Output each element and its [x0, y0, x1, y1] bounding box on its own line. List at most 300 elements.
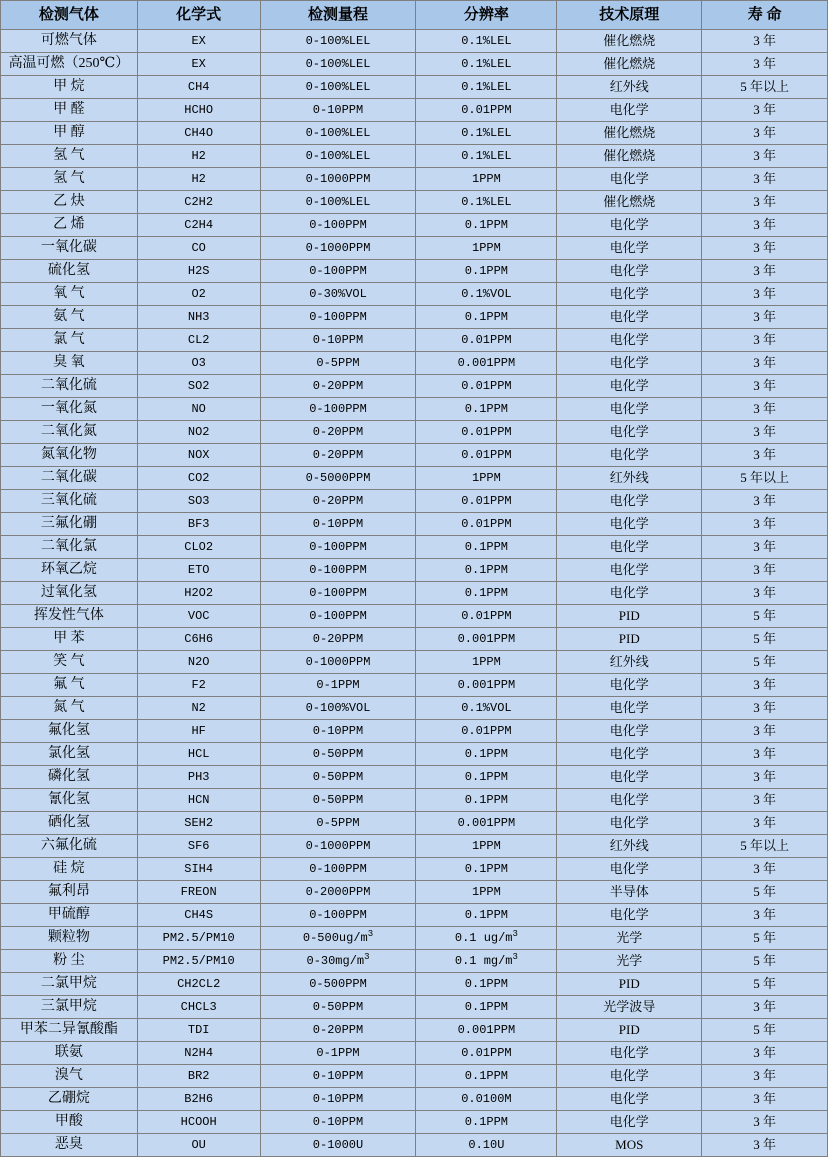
cell-lifespan: 3 年 [702, 766, 828, 789]
cell-technology-principle: 电化学 [557, 1111, 702, 1134]
cell-detection-range: 0-100%VOL [260, 697, 416, 720]
cell-technology-principle: 光学 [557, 927, 702, 950]
cell-technology-principle: 电化学 [557, 559, 702, 582]
cell-technology-principle: PID [557, 973, 702, 996]
table-row [1, 168, 828, 191]
cell-lifespan: 3 年 [702, 122, 828, 145]
cell-technology-principle: PID [557, 1019, 702, 1042]
cell-detection-range: 0-100PPM [260, 214, 416, 237]
cell-technology-principle: MOS [557, 1134, 702, 1157]
cell-gas-name: 甲 苯 [1, 628, 138, 651]
cell-chemical-formula: PH3 [137, 766, 260, 789]
cell-resolution: 0.01PPM [416, 444, 557, 467]
cell-chemical-formula: CO [137, 237, 260, 260]
table-row [1, 812, 828, 835]
table-row [1, 1042, 828, 1065]
table-row [1, 789, 828, 812]
cell-resolution: 1PPM [416, 651, 557, 674]
cell-detection-range: 0-20PPM [260, 444, 416, 467]
cell-resolution: 0.1%LEL [416, 145, 557, 168]
cell-chemical-formula: CH4 [137, 76, 260, 99]
cell-chemical-formula: NO [137, 398, 260, 421]
cell-resolution: 0.1%LEL [416, 53, 557, 76]
cell-technology-principle: 电化学 [557, 306, 702, 329]
cell-chemical-formula: N2 [137, 697, 260, 720]
cell-technology-principle: 催化燃烧 [557, 30, 702, 53]
cell-technology-principle: 电化学 [557, 260, 702, 283]
cell-detection-range: 0-30%VOL [260, 283, 416, 306]
table-row [1, 835, 828, 858]
table-row [1, 444, 828, 467]
cell-resolution: 0.001PPM [416, 812, 557, 835]
cell-lifespan: 3 年 [702, 582, 828, 605]
table-row [1, 145, 828, 168]
cell-detection-range: 0-100%LEL [260, 53, 416, 76]
cell-resolution: 0.1PPM [416, 904, 557, 927]
cell-detection-range: 0-100%LEL [260, 30, 416, 53]
cell-resolution: 0.1%LEL [416, 76, 557, 99]
cell-technology-principle: 红外线 [557, 467, 702, 490]
cell-gas-name: 甲硫醇 [1, 904, 138, 927]
cell-lifespan: 3 年 [702, 1134, 828, 1157]
cell-gas-name: 二氧化硫 [1, 375, 138, 398]
header-lifespan: 寿 命 [702, 1, 828, 30]
cell-gas-name: 六氟化硫 [1, 835, 138, 858]
cell-resolution: 0.1PPM [416, 306, 557, 329]
table-row [1, 329, 828, 352]
cell-detection-range: $0-500ug/m^3$ [260, 927, 416, 950]
cell-resolution: 1PPM [416, 237, 557, 260]
cell-lifespan: 3 年 [702, 904, 828, 927]
table-row [1, 1065, 828, 1088]
cell-detection-range: 0-10PPM [260, 99, 416, 122]
cell-detection-range: 0-100%LEL [260, 145, 416, 168]
cell-detection-range: 0-100PPM [260, 858, 416, 881]
cell-gas-name: 氯 气 [1, 329, 138, 352]
cell-technology-principle: 电化学 [557, 697, 702, 720]
cell-resolution: 0.1PPM [416, 398, 557, 421]
cell-lifespan: 3 年 [702, 720, 828, 743]
cell-resolution: 0.1 $mg/m^3$ [416, 950, 557, 973]
cell-detection-range: 0-50PPM [260, 789, 416, 812]
table-row [1, 352, 828, 375]
table-row [1, 720, 828, 743]
cell-detection-range: 0-10PPM [260, 513, 416, 536]
cell-technology-principle: 电化学 [557, 812, 702, 835]
cell-technology-principle: 电化学 [557, 329, 702, 352]
cell-chemical-formula: H2S [137, 260, 260, 283]
cell-resolution: 0.1%VOL [416, 697, 557, 720]
cell-gas-name: 氮 气 [1, 697, 138, 720]
cell-gas-name: 氯化氢 [1, 743, 138, 766]
cell-chemical-formula: N2O [137, 651, 260, 674]
cell-technology-principle: 电化学 [557, 398, 702, 421]
table-row [1, 1088, 828, 1111]
cell-resolution: 0.01PPM [416, 421, 557, 444]
cell-gas-name: 三氯甲烷 [1, 996, 138, 1019]
cell-technology-principle: 电化学 [557, 1065, 702, 1088]
cell-chemical-formula: O2 [137, 283, 260, 306]
cell-resolution: 1PPM [416, 835, 557, 858]
table-row [1, 766, 828, 789]
cell-lifespan: 5 年 [702, 927, 828, 950]
table-row [1, 53, 828, 76]
cell-gas-name: 乙硼烷 [1, 1088, 138, 1111]
cell-chemical-formula: EX [137, 53, 260, 76]
cell-detection-range: 0-50PPM [260, 743, 416, 766]
header-technology-principle: 技术原理 [557, 1, 702, 30]
cell-chemical-formula: HCN [137, 789, 260, 812]
cell-gas-name: 氮氧化物 [1, 444, 138, 467]
cell-gas-name: 甲酸 [1, 1111, 138, 1134]
header-gas-name: 检测气体 [1, 1, 138, 30]
cell-gas-name: 环氧乙烷 [1, 559, 138, 582]
cell-resolution: 0.01PPM [416, 490, 557, 513]
cell-technology-principle: 电化学 [557, 168, 702, 191]
cell-lifespan: 5 年 [702, 605, 828, 628]
cell-lifespan: 3 年 [702, 30, 828, 53]
cell-technology-principle: 光学 [557, 950, 702, 973]
cell-gas-name: 二氧化氮 [1, 421, 138, 444]
cell-lifespan: 3 年 [702, 352, 828, 375]
table-row [1, 122, 828, 145]
cell-chemical-formula: CH4O [137, 122, 260, 145]
cell-lifespan: 3 年 [702, 214, 828, 237]
table-row [1, 651, 828, 674]
cell-lifespan: 3 年 [702, 260, 828, 283]
table-row [1, 30, 828, 53]
cell-technology-principle: 电化学 [557, 99, 702, 122]
cell-technology-principle: 催化燃烧 [557, 191, 702, 214]
cell-resolution: 0.001PPM [416, 1019, 557, 1042]
table-row [1, 306, 828, 329]
cell-technology-principle: 电化学 [557, 490, 702, 513]
table-row [1, 99, 828, 122]
cell-gas-name: 挥发性气体 [1, 605, 138, 628]
cell-resolution: 0.0100M [416, 1088, 557, 1111]
cell-technology-principle: 催化燃烧 [557, 53, 702, 76]
cell-gas-name: 甲 醛 [1, 99, 138, 122]
cell-lifespan: 3 年 [702, 812, 828, 835]
cell-chemical-formula: PM2.5/PM10 [137, 927, 260, 950]
cell-detection-range: 0-1PPM [260, 674, 416, 697]
cell-gas-name: 乙 烯 [1, 214, 138, 237]
header-detection-range: 检测量程 [260, 1, 416, 30]
cell-lifespan: 3 年 [702, 1065, 828, 1088]
cell-detection-range: 0-1PPM [260, 1042, 416, 1065]
cell-detection-range: 0-100%LEL [260, 191, 416, 214]
cell-technology-principle: 电化学 [557, 352, 702, 375]
cell-chemical-formula: SO3 [137, 490, 260, 513]
cell-resolution: 0.01PPM [416, 1042, 557, 1065]
cell-chemical-formula: H2 [137, 145, 260, 168]
table-row [1, 927, 828, 950]
table-row [1, 260, 828, 283]
cell-lifespan: 3 年 [702, 490, 828, 513]
cell-chemical-formula: CHCL3 [137, 996, 260, 1019]
cell-lifespan: 5 年 [702, 651, 828, 674]
cell-detection-range: 0-100PPM [260, 260, 416, 283]
cell-gas-name: 高温可燃（250℃） [1, 53, 138, 76]
cell-gas-name: 过氧化氢 [1, 582, 138, 605]
cell-resolution: 0.01PPM [416, 99, 557, 122]
table-body [1, 30, 828, 1157]
cell-gas-name: 氰化氢 [1, 789, 138, 812]
cell-chemical-formula: CH4S [137, 904, 260, 927]
cell-technology-principle: 电化学 [557, 1042, 702, 1065]
cell-detection-range: 0-5PPM [260, 812, 416, 835]
cell-lifespan: 3 年 [702, 398, 828, 421]
cell-detection-range: 0-10PPM [260, 1065, 416, 1088]
cell-lifespan: 3 年 [702, 53, 828, 76]
cell-chemical-formula: VOC [137, 605, 260, 628]
table-row [1, 1019, 828, 1042]
cell-detection-range: 0-100PPM [260, 306, 416, 329]
cell-gas-name: 二氧化碳 [1, 467, 138, 490]
cell-chemical-formula: HCL [137, 743, 260, 766]
cell-chemical-formula: HF [137, 720, 260, 743]
cell-chemical-formula: SF6 [137, 835, 260, 858]
table-row [1, 283, 828, 306]
table-row [1, 904, 828, 927]
cell-gas-name: 一氧化氮 [1, 398, 138, 421]
cell-detection-range: 0-2000PPM [260, 881, 416, 904]
cell-chemical-formula: C2H4 [137, 214, 260, 237]
table-row [1, 674, 828, 697]
table-row [1, 76, 828, 99]
table-row [1, 490, 828, 513]
table-row [1, 191, 828, 214]
cell-technology-principle: 电化学 [557, 536, 702, 559]
cell-chemical-formula: EX [137, 30, 260, 53]
cell-gas-name: 氨 气 [1, 306, 138, 329]
cell-chemical-formula: CH2CL2 [137, 973, 260, 996]
cell-technology-principle: 电化学 [557, 237, 702, 260]
table-row [1, 375, 828, 398]
cell-gas-name: 磷化氢 [1, 766, 138, 789]
cell-resolution: 0.001PPM [416, 628, 557, 651]
cell-chemical-formula: ETO [137, 559, 260, 582]
cell-gas-name: 氢 气 [1, 145, 138, 168]
table-header-row [1, 1, 828, 30]
cell-chemical-formula: C6H6 [137, 628, 260, 651]
cell-technology-principle: 电化学 [557, 743, 702, 766]
cell-lifespan: 3 年 [702, 1088, 828, 1111]
cell-resolution: 0.1PPM [416, 789, 557, 812]
table-row [1, 559, 828, 582]
table-row [1, 628, 828, 651]
cell-resolution: 0.1PPM [416, 536, 557, 559]
table-row [1, 743, 828, 766]
cell-technology-principle: 光学波导 [557, 996, 702, 1019]
cell-technology-principle: 电化学 [557, 375, 702, 398]
table-row [1, 582, 828, 605]
cell-detection-range: 0-20PPM [260, 1019, 416, 1042]
cell-chemical-formula: SO2 [137, 375, 260, 398]
cell-gas-name: 笑 气 [1, 651, 138, 674]
cell-technology-principle: 电化学 [557, 1088, 702, 1111]
cell-chemical-formula: N2H4 [137, 1042, 260, 1065]
cell-technology-principle: 催化燃烧 [557, 145, 702, 168]
cell-resolution: 0.1PPM [416, 996, 557, 1019]
cell-gas-name: 氟 气 [1, 674, 138, 697]
cell-technology-principle: 红外线 [557, 651, 702, 674]
cell-gas-name: 二氧化氯 [1, 536, 138, 559]
cell-chemical-formula: H2 [137, 168, 260, 191]
cell-lifespan: 3 年 [702, 996, 828, 1019]
cell-lifespan: 5 年以上 [702, 76, 828, 99]
table-row [1, 996, 828, 1019]
cell-gas-name: 甲 烷 [1, 76, 138, 99]
cell-resolution: 1PPM [416, 881, 557, 904]
cell-gas-name: 颗粒物 [1, 927, 138, 950]
cell-detection-range: 0-100PPM [260, 398, 416, 421]
cell-chemical-formula: FREON [137, 881, 260, 904]
cell-detection-range: 0-10PPM [260, 720, 416, 743]
cell-resolution: 1PPM [416, 467, 557, 490]
cell-detection-range: 0-100PPM [260, 605, 416, 628]
cell-lifespan: 3 年 [702, 145, 828, 168]
cell-lifespan: 3 年 [702, 789, 828, 812]
cell-resolution: 0.1PPM [416, 1065, 557, 1088]
cell-detection-range: 0-20PPM [260, 628, 416, 651]
cell-gas-name: 甲苯二异氰酸酯 [1, 1019, 138, 1042]
cell-technology-principle: 电化学 [557, 421, 702, 444]
table-row [1, 950, 828, 973]
cell-lifespan: 3 年 [702, 306, 828, 329]
cell-technology-principle: 电化学 [557, 789, 702, 812]
cell-gas-name: 甲 醇 [1, 122, 138, 145]
cell-lifespan: 3 年 [702, 99, 828, 122]
table-row [1, 421, 828, 444]
cell-gas-name: 硅 烷 [1, 858, 138, 881]
cell-gas-name: 联氨 [1, 1042, 138, 1065]
cell-technology-principle: 电化学 [557, 283, 702, 306]
cell-detection-range: 0-100PPM [260, 536, 416, 559]
cell-resolution: 0.10U [416, 1134, 557, 1157]
cell-detection-range: 0-1000PPM [260, 168, 416, 191]
cell-chemical-formula: B2H6 [137, 1088, 260, 1111]
cell-technology-principle: 电化学 [557, 444, 702, 467]
cell-detection-range: 0-20PPM [260, 421, 416, 444]
cell-gas-name: 氟利昂 [1, 881, 138, 904]
cell-lifespan: 3 年 [702, 674, 828, 697]
cell-resolution: 0.1PPM [416, 582, 557, 605]
cell-chemical-formula: H2O2 [137, 582, 260, 605]
cell-detection-range: 0-1000PPM [260, 835, 416, 858]
table-row [1, 881, 828, 904]
cell-chemical-formula: C2H2 [137, 191, 260, 214]
cell-chemical-formula: NO2 [137, 421, 260, 444]
cell-chemical-formula: HCHO [137, 99, 260, 122]
cell-technology-principle: 电化学 [557, 858, 702, 881]
cell-chemical-formula: HCOOH [137, 1111, 260, 1134]
cell-gas-name: 氢 气 [1, 168, 138, 191]
cell-chemical-formula: SEH2 [137, 812, 260, 835]
table-row [1, 605, 828, 628]
cell-lifespan: 3 年 [702, 444, 828, 467]
cell-lifespan: 3 年 [702, 237, 828, 260]
table-row [1, 237, 828, 260]
table-row [1, 973, 828, 996]
cell-technology-principle: 电化学 [557, 214, 702, 237]
cell-resolution: 0.1PPM [416, 766, 557, 789]
cell-lifespan: 5 年 [702, 973, 828, 996]
cell-chemical-formula: NOX [137, 444, 260, 467]
cell-chemical-formula: F2 [137, 674, 260, 697]
header-chemical-formula: 化学式 [137, 1, 260, 30]
cell-technology-principle: 电化学 [557, 513, 702, 536]
cell-technology-principle: 电化学 [557, 582, 702, 605]
cell-chemical-formula: CO2 [137, 467, 260, 490]
table-row [1, 513, 828, 536]
cell-resolution: 0.01PPM [416, 605, 557, 628]
table-row [1, 214, 828, 237]
cell-technology-principle: 半导体 [557, 881, 702, 904]
cell-lifespan: 3 年 [702, 191, 828, 214]
cell-technology-principle: 红外线 [557, 835, 702, 858]
cell-gas-name: 溴气 [1, 1065, 138, 1088]
cell-detection-range: 0-500PPM [260, 973, 416, 996]
cell-lifespan: 3 年 [702, 421, 828, 444]
cell-resolution: 0.1%LEL [416, 122, 557, 145]
cell-detection-range: 0-10PPM [260, 1111, 416, 1134]
cell-gas-name: 一氧化碳 [1, 237, 138, 260]
cell-chemical-formula: OU [137, 1134, 260, 1157]
cell-resolution: 0.1%LEL [416, 191, 557, 214]
cell-resolution: 0.1 $ug/m^3$ [416, 927, 557, 950]
cell-detection-range: 0-20PPM [260, 490, 416, 513]
cell-resolution: 0.1%LEL [416, 30, 557, 53]
cell-gas-name: 乙 炔 [1, 191, 138, 214]
cell-gas-name: 三氟化硼 [1, 513, 138, 536]
cell-gas-name: 氟化氢 [1, 720, 138, 743]
cell-lifespan: 5 年 [702, 1019, 828, 1042]
cell-chemical-formula: CL2 [137, 329, 260, 352]
cell-resolution: 0.1PPM [416, 743, 557, 766]
cell-chemical-formula: NH3 [137, 306, 260, 329]
cell-detection-range: 0-20PPM [260, 375, 416, 398]
cell-lifespan: 5 年 [702, 628, 828, 651]
cell-technology-principle: 催化燃烧 [557, 122, 702, 145]
cell-technology-principle: 红外线 [557, 76, 702, 99]
cell-lifespan: 3 年 [702, 536, 828, 559]
cell-lifespan: 3 年 [702, 283, 828, 306]
cell-resolution: 0.1PPM [416, 1111, 557, 1134]
cell-technology-principle: 电化学 [557, 904, 702, 927]
cell-resolution: 0.01PPM [416, 513, 557, 536]
cell-lifespan: 3 年 [702, 1111, 828, 1134]
cell-chemical-formula: O3 [137, 352, 260, 375]
cell-gas-name: 臭 氧 [1, 352, 138, 375]
cell-detection-range: 0-100%LEL [260, 122, 416, 145]
cell-detection-range: 0-1000PPM [260, 651, 416, 674]
cell-detection-range: 0-100%LEL [260, 76, 416, 99]
cell-lifespan: 5 年 [702, 950, 828, 973]
cell-resolution: 0.01PPM [416, 720, 557, 743]
cell-gas-name: 恶臭 [1, 1134, 138, 1157]
cell-lifespan: 3 年 [702, 743, 828, 766]
cell-lifespan: 3 年 [702, 375, 828, 398]
cell-detection-range: 0-10PPM [260, 1088, 416, 1111]
cell-detection-range: 0-50PPM [260, 766, 416, 789]
cell-gas-name: 氧 气 [1, 283, 138, 306]
cell-detection-range: $0-30mg/m^3$ [260, 950, 416, 973]
cell-gas-name: 可燃气体 [1, 30, 138, 53]
cell-resolution: 0.001PPM [416, 674, 557, 697]
cell-detection-range: 0-100PPM [260, 559, 416, 582]
cell-lifespan: 3 年 [702, 858, 828, 881]
